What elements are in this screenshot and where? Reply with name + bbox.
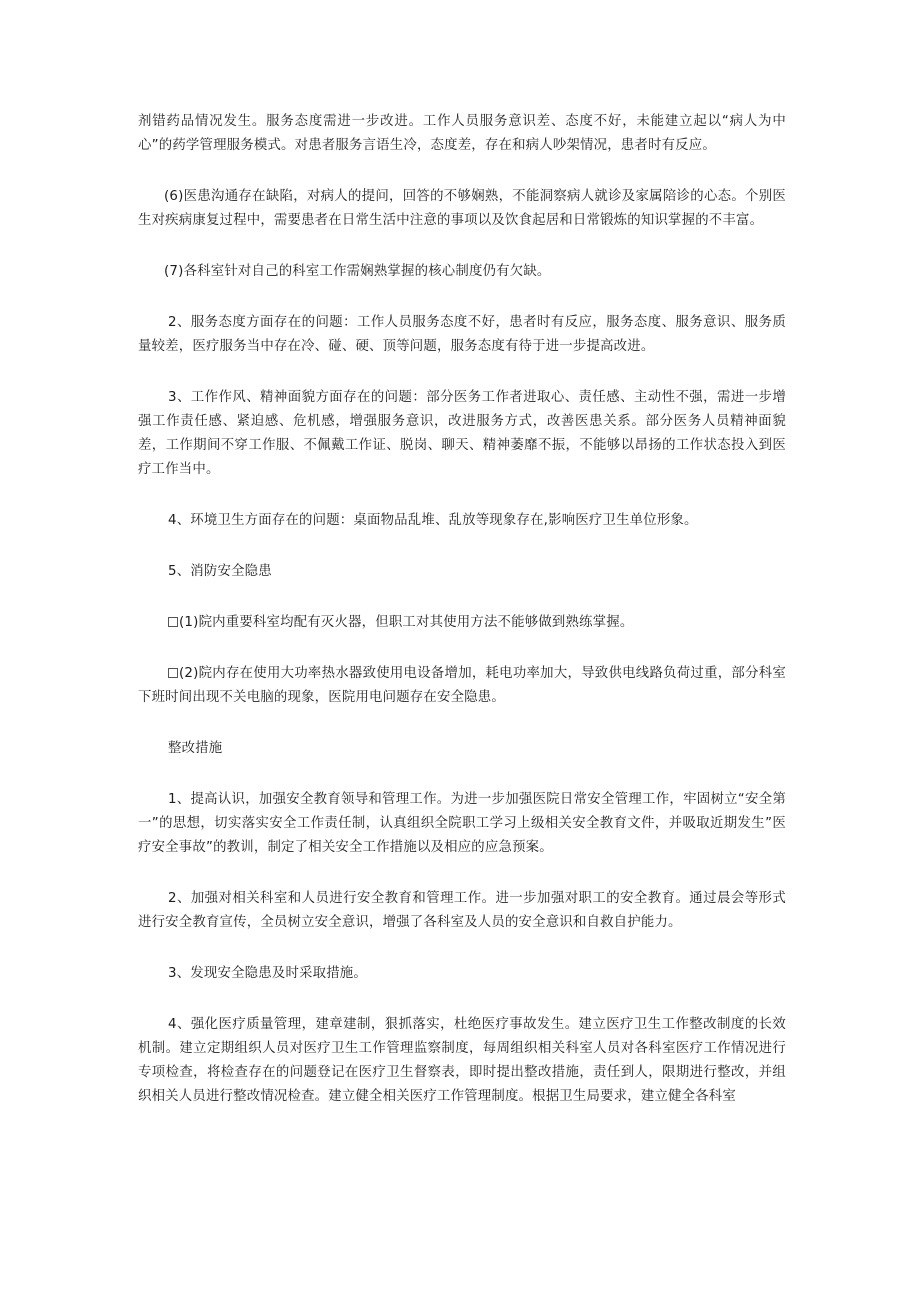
missing-glyph-icon xyxy=(168,617,178,627)
fire-item-1-text: (1)院内重要科室均配有灭火器，但职工对其使用方法不能够做到熟练掌握。 xyxy=(179,615,634,630)
fire-item-2-text: (2)院内存在使用大功率热水器致使用电设备增加，耗电功率加大，导致供电线路负荷过重，部分科室下班时间出现不关电脑的现象，医院用电问题存在安全隐患。 xyxy=(138,666,786,705)
paragraph-measure-1: 1、提高认识，加强安全教育领导和管理工作。为进一步加强医院日常安全管理工作，牢固树立“安全第一”的思想，切实落实安全工作责任制，认真组织全院职工学习上级相关安全教育文件，并吸取近期发生”医疗安全事故”的教训，制定了相关安全工作措施以及相应的应急预案。 xyxy=(138,792,786,855)
paragraph-item-6: (6)医患沟通存在缺陷，对病人的提问，回答的不够娴熟，不能洞察病人就诊及家属陪诊的心态。个别医生对疾病康复过程中，需要患者在日常生活中注意的事项以及饮食起居和日常锻炼的知识掌握的不丰富。 xyxy=(138,189,786,228)
paragraph-work-style: 3、工作作风、精神面貌方面存在的问题：部分医务工作者进取心、责任感、主动性不强，需进一步增强工作责任感、紧迫感、危机感，增强服务意识，改进服务方式，改善医患关系。部分医务人员精神面貌差，工作期间不穿工作服、不佩戴工作证、脱岗、聊天、精神萎靡不振，不能够以昂扬的工作状态投入到医疗工作当中。 xyxy=(138,390,786,477)
paragraph-fire-safety-heading: 5、消防安全隐患 xyxy=(168,564,272,579)
paragraph-measure-3: 3、发现安全隐患及时采取措施。 xyxy=(168,966,367,981)
paragraph-service-attitude: 2、服务态度方面存在的问题：工作人员服务态度不好，患者时有反应，服务态度、服务意识、服务质量较差，医疗服务当中存在冷、碰、硬、顶等问题，服务态度有待于进一步提高改进。 xyxy=(138,315,786,354)
paragraph-measure-2: 2、加强对相关科室和人员进行安全教育和管理工作。进一步加强对职工的安全教育。通过晨会等形式进行安全教育宣传，全员树立安全意识，增强了各科室及人员的安全意识和自救自护能力。 xyxy=(138,891,786,930)
missing-glyph-icon xyxy=(168,668,178,678)
paragraph-environment: 4、环境卫生方面存在的问题：桌面物品乱堆、乱放等现象存在,影响医疗卫生单位形象。 xyxy=(168,513,698,528)
section-heading-rectification: 整改措施 xyxy=(168,741,223,756)
paragraph-fire-item-1 xyxy=(138,611,786,635)
paragraph-item-7: (7)各科室针对自己的科室工作需娴熟掌握的核心制度仍有欠缺。 xyxy=(164,264,551,279)
paragraph-measure-4: 4、强化医疗质量管理，建章建制，狠抓落实，杜绝医疗事故发生。建立医疗卫生工作整改制度的长效机制。建立定期组织人员对医疗卫生工作管理监察制度，每周组织相关科室人员对各科室医疗工作情况进行专项检查，将检查存在的问题登记在医疗卫生督察表，即时提出整改措施，责任到人，限期进行整改，并组织相关人员进行整改情况检查。建立健全相关医疗工作管理制度。根据卫生局要求，建立健全各科室 xyxy=(138,1017,786,1104)
paragraph-fire-item-2 xyxy=(138,662,786,710)
document-body xyxy=(138,110,786,1136)
paragraph-pharmacy-service: 剂错药品情况发生。服务态度需进一步改进。工作人员服务意识差、态度不好，未能建立起以“病人为中心”的药学管理服务模式。对患者服务言语生冷，态度差，存在和病人吵架情况，患者时有反应。 xyxy=(138,114,786,153)
